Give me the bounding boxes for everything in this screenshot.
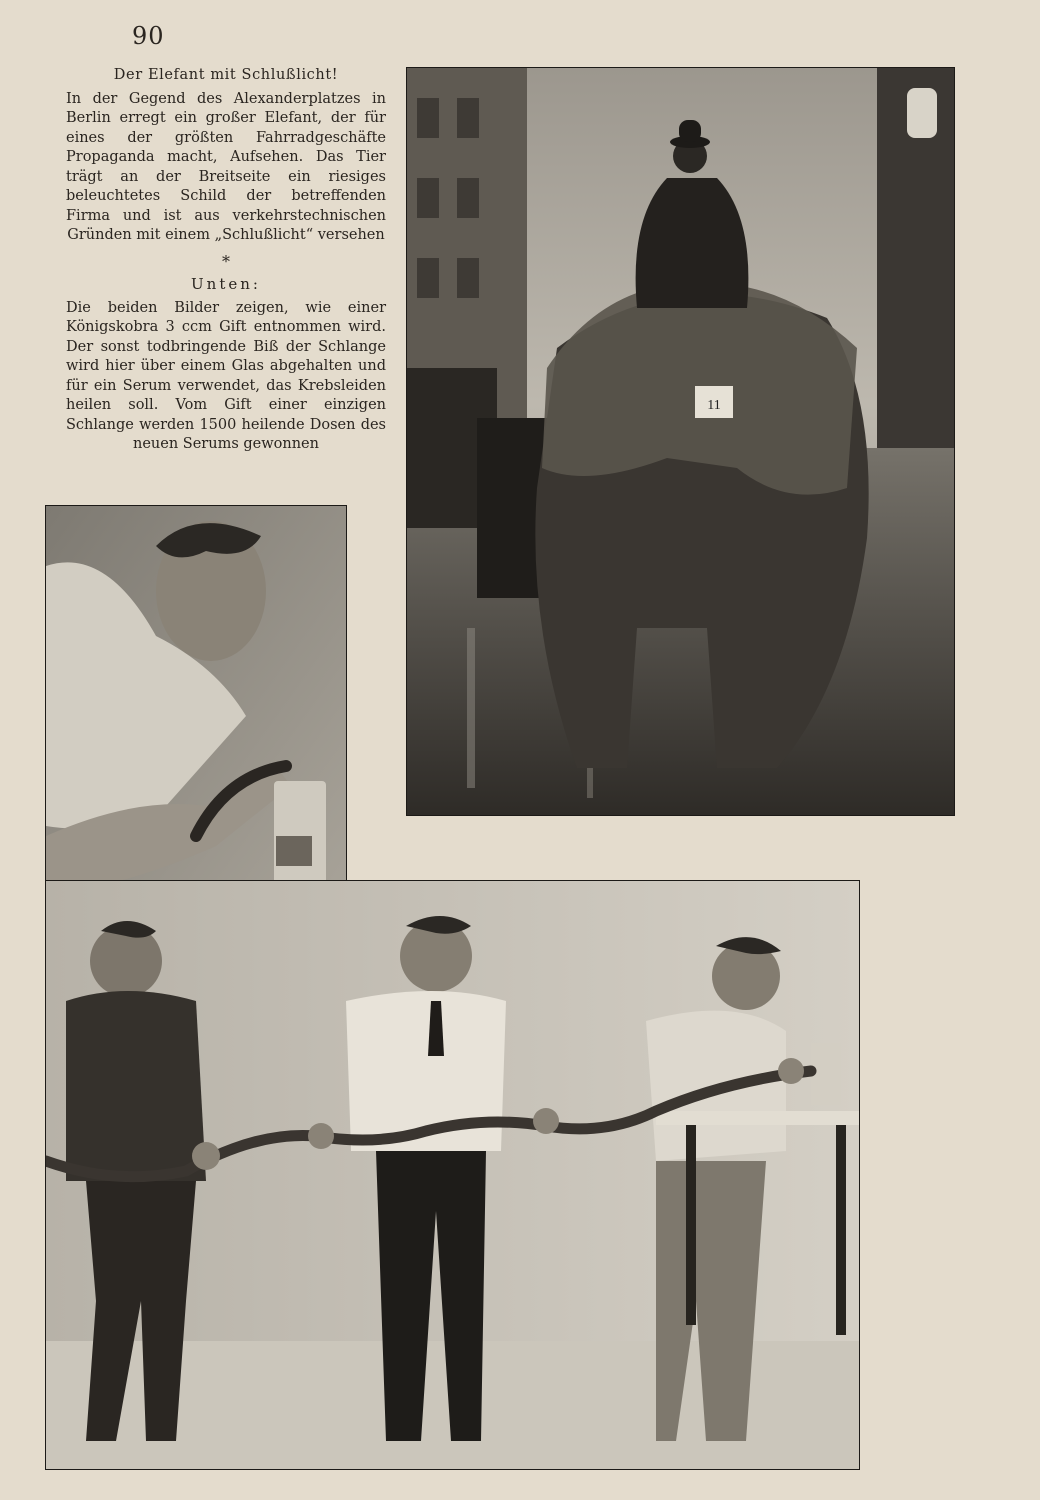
caption-separator: * <box>222 251 230 271</box>
photo-cobra-handler <box>45 505 347 927</box>
elephant-tag-text: 11 <box>707 398 721 413</box>
page-number: 90 <box>132 22 165 50</box>
elephant-photo-image <box>407 68 954 815</box>
caption-elephant-body: In der Gegend des Alexanderplatzes in Berlin erregt ein großer Elefant, der für eines der größten Fahrradgeschäfte Propaganda macht, Aufsehen. Das Tier trägt an der Breitseite ein riesiges beleuchtetes Schild der betreffenden Firma und ist aus verkehrstechnischen Gründen mit einem „Schlußlicht“ versehen <box>66 90 386 243</box>
photo-three-men-cobra <box>45 880 860 1470</box>
caption-snake-body: Die beiden Bilder zeigen, wie einer Königskobra 3 ccm Gift entnommen wird. Der sonst todbringende Biß der Schlange wird hier über einem Glas abgehalten und für ein Serum verwendet, das Krebsleiden heilen soll. Vom Gift einer einzigen Schlange werden 1500 heilende Dosen des neuen Serums gewonnen <box>66 299 386 452</box>
caption-snake-title: Unten: <box>191 275 261 293</box>
handler-photo-image <box>46 506 346 926</box>
photo-elephant-street <box>406 67 955 816</box>
caption-column <box>66 66 386 455</box>
caption-elephant-title: Der Elefant mit Schlußlicht! <box>113 67 339 83</box>
three-men-photo-image <box>46 881 859 1469</box>
